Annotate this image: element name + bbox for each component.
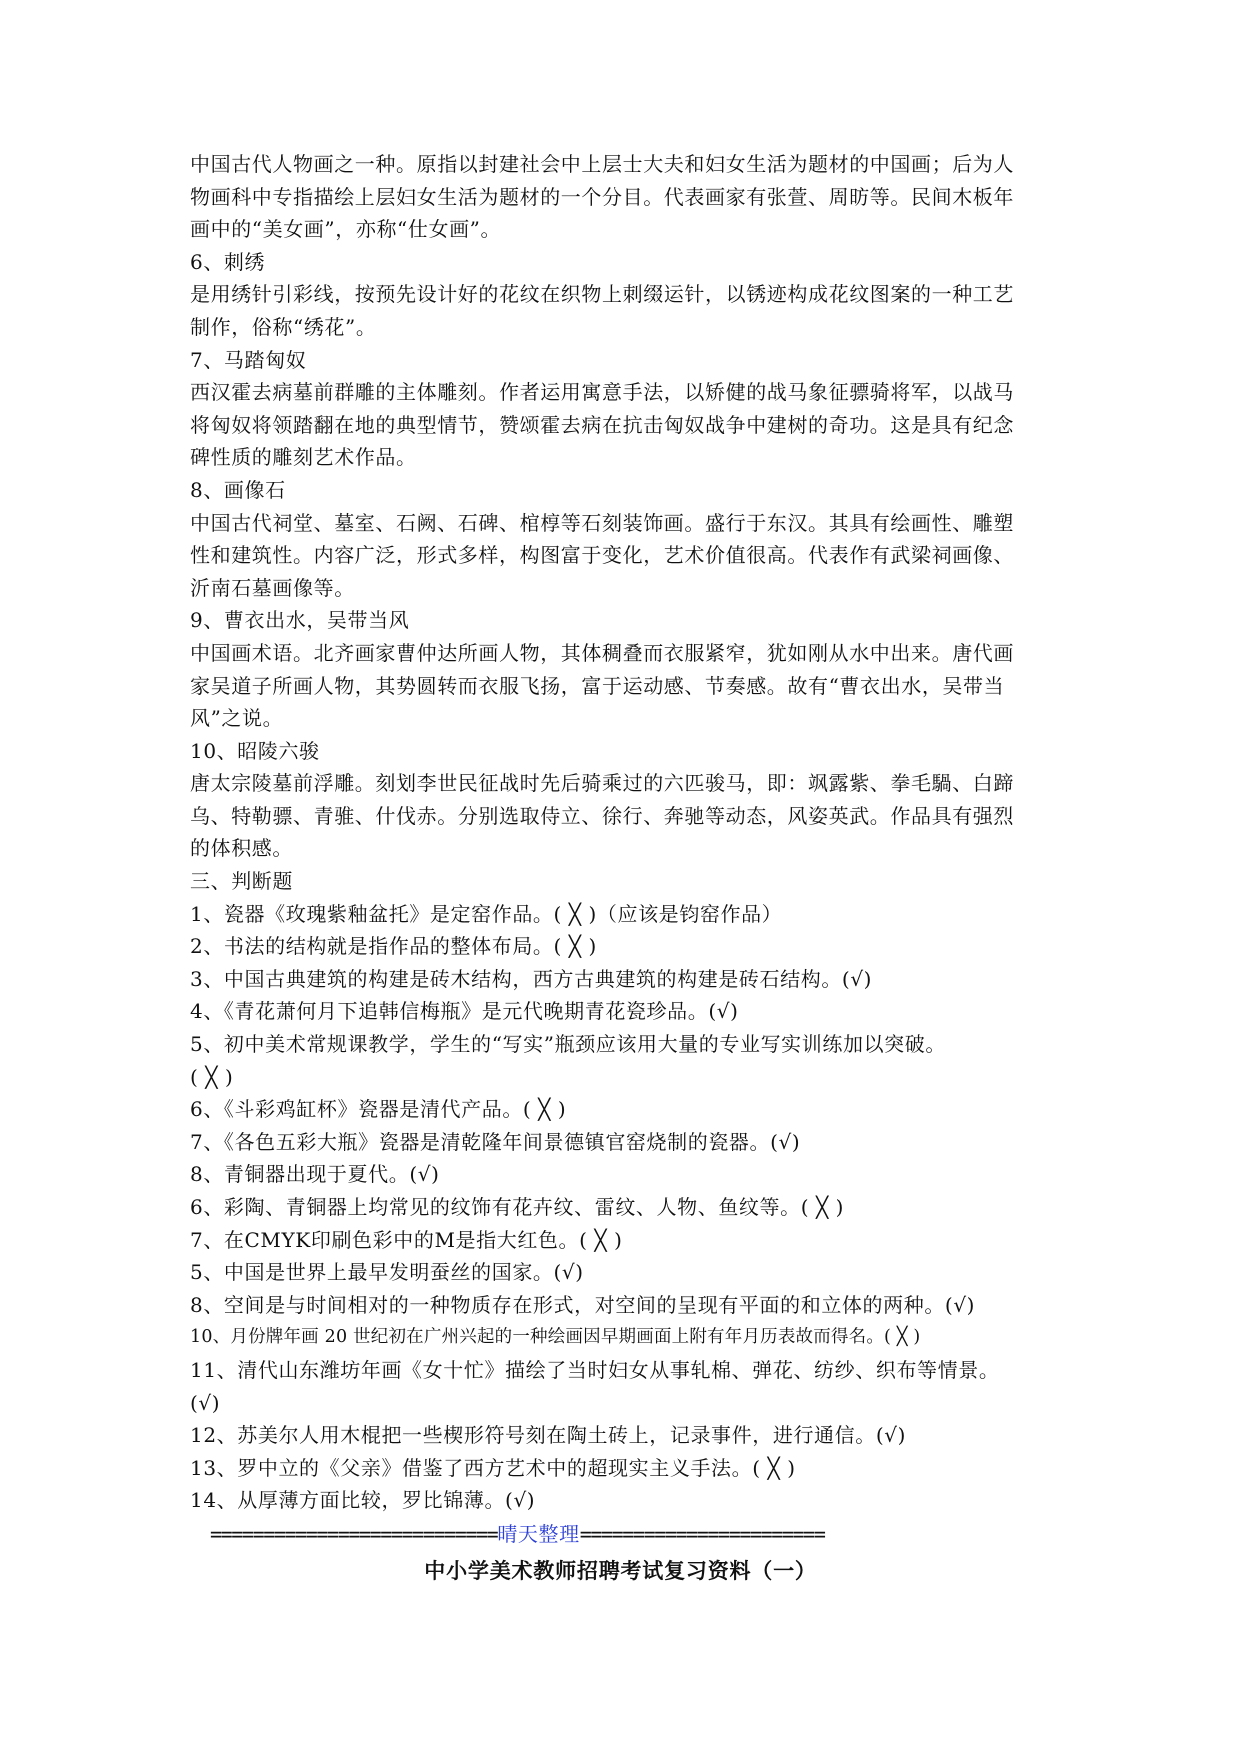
question-line: 2、书法的结构就是指作品的整体布局。( ╳ ) (190, 934, 597, 959)
question-line: ( ╳ ) (190, 1064, 234, 1089)
brand-label: 晴天整理 (497, 1522, 580, 1546)
text-line: 的体积感。 (190, 836, 293, 861)
question-line: 14、从厚薄方面比较，罗比锦薄。(√) (190, 1488, 536, 1513)
question-line: (√) (190, 1390, 221, 1415)
text-line: 物画科中专指描绘上层妇女生活为题材的一个分目。代表画家有张萱、周昉等。民间木板年 (190, 184, 1014, 209)
question-line: 12、苏美尔人用木棍把一些楔形符号刻在陶土砖上，记录事件，进行通信。(√) (190, 1423, 906, 1448)
section-heading: 7、马踏匈奴 (190, 347, 307, 372)
divider-left: =========================== (210, 1522, 498, 1546)
question-line: 13、罗中立的《父亲》借鉴了西方艺术中的超现实主义手法。( ╳ ) (190, 1455, 796, 1480)
question-line: 7、《各色五彩大瓶》瓷器是清乾隆年间景德镇官窑烧制的瓷器。(√) (190, 1129, 801, 1154)
question-line: 6、彩陶、青铜器上均常见的纹饰有花卉纹、雷纹、人物、鱼纹等。( ╳ ) (190, 1195, 845, 1219)
question-line: 10、月份牌年画 20 世纪初在广州兴起的一种绘画因早期画面上附有年月历表故而得名。( ╳ ) (190, 1327, 921, 1348)
section-heading: 6、刺绣 (190, 249, 266, 274)
question-line: 11、清代山东潍坊年画《女十忙》描绘了当时妇女从事轧棉、弹花、纺纱、织布等情景。 (190, 1357, 1000, 1382)
text-line: 西汉霍去病墓前群雕的主体雕刻。作者运用寓意手法，以矫健的战马象征骠骑将军，以战马 (190, 380, 1014, 405)
text-line: 风”之说。 (190, 706, 284, 731)
text-line: 是用绣针引彩线，按预先设计好的花纹在织物上刺缀运针，以锈迹构成花纹图案的一种工艺 (190, 282, 1014, 307)
question-line: 6、《斗彩鸡缸杯》瓷器是清代产品。( ╳ ) (190, 1097, 567, 1122)
question-line: 7、在CMYK印刷色彩中的M是指大红色。( ╳ ) (190, 1227, 623, 1252)
text-line: 性和建筑性。内容广泛，形式多样，构图富于变化，艺术价值很高。代表作有武梁祠画像、 (190, 543, 1014, 568)
divider-line (210, 1520, 1030, 1548)
text-line: 画中的“美女画”，亦称“仕女画”。 (190, 217, 502, 242)
section-heading: 8、画像石 (190, 477, 286, 502)
text-line: 唐太宗陵墓前浮雕。刻划李世民征战时先后骑乘过的六匹骏马，即：飒露紫、拳毛騧、白蹄 (190, 771, 1014, 796)
text-line: 将匈奴将领踏翻在地的典型情节，赞颂霍去病在抗击匈奴战争中建树的奇功。这是具有纪念 (190, 412, 1014, 437)
question-line: 4、《青花萧何月下追韩信梅瓶》是元代晚期青花瓷珍品。(√) (190, 999, 739, 1024)
text-line: 中国古代祠堂、墓室、石阙、石碑、棺椁等石刻装饰画。盛行于东汉。其具有绘画性、雕塑 (190, 510, 1014, 535)
text-line: 沂南石墓画像等。 (190, 575, 355, 600)
section-heading: 9、曹衣出水，吴带当风 (190, 608, 410, 633)
question-line: 8、空间是与时间相对的一种物质存在形式，对空间的呈现有平面的和立体的两种。(√) (190, 1292, 976, 1317)
question-line: 5、中国是世界上最早发明蚕丝的国家。(√) (190, 1260, 584, 1285)
divider-right: ======================= (579, 1522, 825, 1546)
section-heading: 三、判断题 (190, 869, 293, 894)
text-line: 中国画术语。北齐画家曹仲达所画人物，其体稠叠而衣服紧窄，犹如刚从水中出来。唐代画 (190, 640, 1014, 665)
question-line: 3、中国古典建筑的构建是砖木结构，西方古典建筑的构建是砖石结构。(√) (190, 966, 873, 991)
text-line: 中国古代人物画之一种。原指以封建社会中上层士大夫和妇女生活为题材的中国画；后为人 (190, 152, 1014, 176)
question-line: 1、瓷器《玫瑰紫釉盆托》是定窑作品。( ╳ )（应该是钧窑作品） (190, 901, 783, 926)
section-heading: 10、昭陵六骏 (190, 738, 320, 763)
text-line: 家吴道子所画人物，其势圆转而衣服飞扬，富于运动感、节奏感。故有“曹衣出水，吴带当 (190, 673, 1005, 698)
document-body (190, 148, 1052, 1517)
question-line: 5、初中美术常规课教学，学生的“写实”瓶颈应该用大量的专业写实训练加以突破。 (190, 1032, 946, 1057)
question-line: 8、青铜器出现于夏代。(√) (190, 1162, 440, 1187)
text-line: 碑性质的雕刻艺术作品。 (190, 445, 417, 470)
text-line: 乌、特勒骠、青骓、什伐赤。分别选取侍立、徐行、奔驰等动态，风姿英武。作品具有强烈 (190, 803, 1014, 828)
document-title: 中小学美术教师招聘考试复习资料（一） (424, 1559, 817, 1583)
text-line: 制作，俗称“绣花”。 (190, 314, 377, 339)
